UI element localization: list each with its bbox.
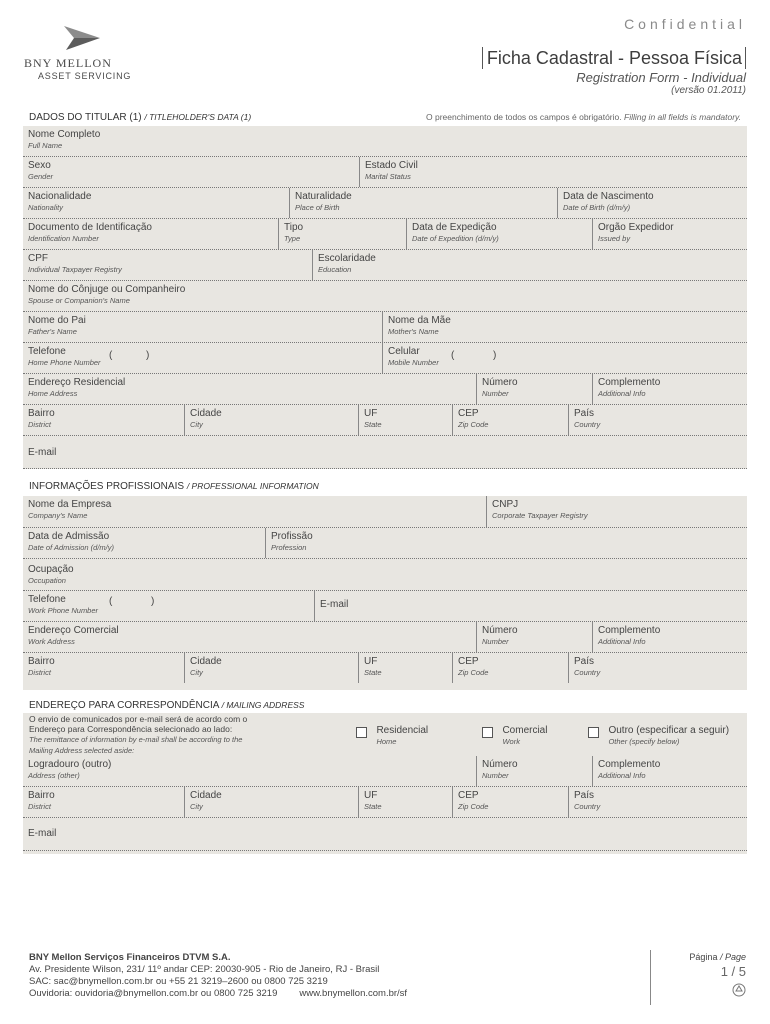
area-code-open-paren: ( (109, 350, 113, 361)
place-of-birth-label-en: Place of Birth (295, 203, 340, 212)
mailing-district-label: Bairro (28, 790, 55, 801)
spouse-name-field[interactable] (23, 281, 747, 311)
row-bairro (23, 405, 747, 436)
row-work-address (23, 622, 747, 653)
section-mailing-title-en: / MAILING ADDRESS (221, 700, 305, 710)
place-of-birth-field[interactable] (289, 188, 557, 218)
work-state-label-en: State (364, 668, 382, 677)
form-title-block (482, 47, 746, 96)
mailing-city-label-en: City (190, 802, 203, 811)
work-email-label: E-mail (320, 599, 349, 610)
work-area-code-close-paren: ) (151, 596, 155, 607)
mailing-intro (29, 714, 247, 756)
home-zip-label: CEP (458, 408, 479, 419)
cpf-label-en: Individual Taxpayer Registry (28, 265, 122, 274)
section-mailing-heading (29, 700, 304, 711)
work-city-field[interactable] (184, 653, 358, 683)
education-label: Escolaridade (318, 253, 376, 264)
bny-mellon-logo (24, 24, 134, 81)
residential-label-en: Home (376, 737, 397, 746)
document-type-field[interactable] (278, 219, 406, 249)
profession-label-en: Profession (271, 543, 307, 552)
row-documento (23, 219, 747, 250)
work-number-field[interactable] (476, 622, 592, 652)
home-phone-label: Telefone (28, 346, 66, 357)
admission-date-label: Data de Admissão (28, 531, 110, 542)
footer-address: Av. Presidente Wilson, 231/ 11º andar CEP: 20030-905 - Rio de Janeiro, RJ - Brasil (29, 964, 380, 975)
work-address-label-en: Work Address (28, 637, 75, 646)
row-cpf (23, 250, 747, 281)
marital-status-label: Estado Civil (365, 160, 418, 171)
work-district-label: Bairro (28, 656, 55, 667)
date-of-birth-field[interactable] (557, 188, 747, 218)
residential-label: Residencial (376, 725, 429, 736)
mailing-number-label: Número (482, 759, 518, 770)
section-titular-title-en: / TITLEHOLDER'S DATA (1) (144, 112, 252, 122)
mailing-state-field[interactable] (358, 787, 452, 817)
education-label-en: Education (318, 265, 352, 274)
mobile-phone-label-en: Mobile Number (388, 358, 439, 367)
option-other[interactable] (588, 725, 729, 747)
other-label: Outro (especificar a seguir) (608, 725, 730, 736)
mailing-email-label: E-mail (28, 828, 57, 839)
footer-company: BNY Mellon Serviços Financeiros DTVM S.A. (29, 952, 231, 963)
row-telefone (23, 343, 747, 374)
full-name-label: Nome Completo (28, 129, 101, 140)
home-city-label: Cidade (190, 408, 222, 419)
home-state-label: UF (364, 408, 378, 419)
spouse-name-label-en: Spouse or Companion's Name (28, 296, 130, 305)
mailing-number-field[interactable] (476, 756, 592, 786)
work-zip-label-en: Zip Code (458, 668, 489, 677)
mailing-zip-field[interactable] (452, 787, 568, 817)
mailing-intro-line2: Endereço para Correspondência selecionado ao lado: (29, 724, 233, 734)
footer-site-link[interactable]: www.bnymellon.com.br/sf (299, 988, 408, 999)
cpf-field[interactable] (23, 250, 312, 280)
home-address-label: Endereço Residencial (28, 377, 126, 388)
commercial-checkbox[interactable] (482, 727, 493, 738)
mailing-email-field[interactable] (23, 818, 747, 850)
work-complement-label-en: Additional Info (598, 637, 646, 646)
mailing-number-label-en: Number (482, 771, 509, 780)
mobile-phone-field[interactable] (382, 343, 747, 373)
gender-label: Sexo (28, 160, 51, 171)
mailing-country-field[interactable] (568, 787, 747, 817)
home-address-label-en: Home Address (28, 389, 78, 398)
option-commercial[interactable] (482, 725, 547, 747)
work-state-label: UF (364, 656, 378, 667)
admission-date-label-en: Date of Admission (d/m/y) (28, 543, 114, 552)
nationality-label: Nacionalidade (28, 191, 92, 202)
home-email-field[interactable] (23, 436, 747, 468)
section-mailing-title: ENDEREÇO PARA CORRESPONDÊNCIA (29, 700, 219, 711)
home-number-field[interactable] (476, 374, 592, 404)
work-city-label: Cidade (190, 656, 222, 667)
page-label: Página (689, 952, 718, 962)
mailing-country-label: País (574, 790, 595, 801)
page-indicator (689, 952, 746, 999)
father-name-label: Nome do Pai (28, 315, 86, 326)
issued-by-label-en: Issued by (598, 234, 631, 243)
expedition-date-label-en: Date of Expedition (d/m/y) (412, 234, 499, 243)
cnpj-label: CNPJ (492, 499, 519, 510)
home-state-field[interactable] (358, 405, 452, 435)
company-name-label: Nome da Empresa (28, 499, 112, 510)
mobile-phone-label: Celular (388, 346, 420, 357)
document-type-label: Tipo (284, 222, 304, 233)
row-empresa (23, 496, 747, 528)
full-name-label-en: Full Name (28, 141, 63, 150)
work-complement-label: Complemento (598, 625, 661, 636)
residential-checkbox[interactable] (356, 727, 367, 738)
nationality-field[interactable] (23, 188, 289, 218)
work-zip-field[interactable] (452, 653, 568, 683)
titular-panel (23, 126, 747, 469)
spouse-name-label: Nome do Cônjuge ou Companheiro (28, 284, 186, 295)
section-professional-heading (29, 481, 319, 492)
education-field[interactable] (312, 250, 747, 280)
home-country-field[interactable] (568, 405, 747, 435)
row-conjuge (23, 281, 747, 312)
home-zip-label-en: Zip Code (458, 420, 489, 429)
row-work-phone (23, 591, 747, 622)
mailing-complement-field[interactable] (592, 756, 747, 786)
father-name-label-en: Father's Name (28, 327, 77, 336)
row-mailing-email (23, 818, 747, 851)
other-label-en: Other (specify below) (608, 737, 680, 746)
mailing-district-label-en: District (28, 802, 51, 811)
logo-subtitle: ASSET SERVICING (38, 71, 132, 81)
identification-label-en: Identification Number (28, 234, 99, 243)
section-titular-title: DADOS DO TITULAR (1) (29, 112, 142, 123)
mailing-address-label: Logradouro (outro) (28, 759, 112, 770)
cnpj-label-en: Corporate Taxpayer Registry (492, 511, 588, 520)
form-title: Ficha Cadastral - Pessoa Física (482, 47, 746, 69)
home-state-label-en: State (364, 420, 382, 429)
occupation-field[interactable] (23, 559, 747, 590)
confidential-label: Confidential (624, 16, 746, 32)
mailing-complement-label-en: Additional Info (598, 771, 646, 780)
expedition-date-label: Data de Expedição (412, 222, 497, 233)
profession-label: Profissão (271, 531, 313, 542)
marital-status-label-en: Marital Status (365, 172, 411, 181)
occupation-label-en: Occupation (28, 576, 66, 585)
mailing-city-field[interactable] (184, 787, 358, 817)
mailing-country-label-en: Country (574, 802, 601, 811)
mailing-intro-en-line2: Mailing Address selected aside: (29, 746, 135, 755)
mailing-zip-label-en: Zip Code (458, 802, 489, 811)
mandatory-note-pt: O preenchimento de todos os campos é obrigatório. (426, 112, 622, 122)
mailing-address-label-en: Address (other) (28, 771, 80, 780)
footer-contact (29, 952, 407, 1000)
work-address-field[interactable] (23, 622, 476, 652)
father-name-field[interactable] (23, 312, 382, 342)
home-district-field[interactable] (23, 405, 184, 435)
work-state-field[interactable] (358, 653, 452, 683)
issued-by-field[interactable] (592, 219, 747, 249)
work-address-label: Endereço Comercial (28, 625, 119, 636)
date-of-birth-label-en: Date of Birth (d/m/y) (563, 203, 631, 212)
home-complement-label: Complemento (598, 377, 661, 388)
section-professional-title-en: / PROFESSIONAL INFORMATION (186, 481, 319, 491)
work-district-label-en: District (28, 668, 51, 677)
home-number-label: Número (482, 377, 518, 388)
logo-name: BNY MELLON (24, 56, 112, 70)
mailing-zip-label: CEP (458, 790, 479, 801)
recycle-icon (732, 983, 746, 997)
home-district-label-en: District (28, 420, 51, 429)
row-mailing-district (23, 787, 747, 818)
occupation-label: Ocupação (28, 564, 74, 575)
row-ocupacao (23, 559, 747, 591)
home-email-label: E-mail (28, 447, 57, 458)
footer-sac: SAC: sac@bnymellon.com.br ou +55 21 3219–2600 ou 0800 725 3219 (29, 976, 328, 987)
footer-divider (650, 950, 651, 1005)
commercial-label: Comercial (502, 725, 548, 736)
work-complement-field[interactable] (592, 622, 747, 652)
row-pais (23, 312, 747, 343)
work-country-label-en: Country (574, 668, 601, 677)
home-number-label-en: Number (482, 389, 509, 398)
section-professional-title: INFORMAÇÕES PROFISSIONAIS (29, 481, 185, 492)
other-checkbox[interactable] (588, 727, 599, 738)
cpf-label: CPF (28, 253, 48, 264)
logo-mark-icon (62, 24, 102, 52)
home-complement-label-en: Additional Info (598, 389, 646, 398)
cnpj-field[interactable] (486, 496, 747, 527)
page-number: 1 / 5 (720, 964, 746, 979)
mobile-area-code-open-paren: ( (451, 350, 455, 361)
nationality-label-en: Nationality (28, 203, 64, 212)
home-country-label-en: Country (574, 420, 601, 429)
row-nome (23, 126, 747, 157)
mother-name-field[interactable] (382, 312, 747, 342)
work-email-field[interactable] (314, 591, 747, 621)
area-code-close-paren: ) (146, 350, 150, 361)
mailing-intro-line1: O envio de comunicados por e-mail será de acordo com o (29, 714, 248, 724)
issued-by-label: Orgão Expedidor (598, 222, 674, 233)
company-name-label-en: Company's Name (28, 511, 88, 520)
mailing-panel (23, 713, 747, 854)
home-address-field[interactable] (23, 374, 476, 404)
gender-field[interactable] (23, 157, 359, 187)
date-of-birth-label: Data de Nascimento (563, 191, 654, 202)
mother-name-label-en: Mother's Name (388, 327, 439, 336)
form-subtitle: Registration Form - Individual (576, 70, 746, 85)
row-endereco (23, 374, 747, 405)
row-sexo (23, 157, 747, 188)
work-country-label: País (574, 656, 595, 667)
mandatory-note (426, 112, 741, 122)
section-titular-heading (29, 112, 251, 123)
row-email (23, 436, 747, 469)
work-phone-field[interactable] (23, 591, 314, 621)
footer-ouvidoria: Ouvidoria: ouvidoria@bnymellon.com.br ou 0800 725 3219 (29, 988, 278, 999)
gender-label-en: Gender (28, 172, 54, 181)
identification-label: Documento de Identificação (28, 222, 152, 233)
row-admissao (23, 528, 747, 559)
expedition-date-field[interactable] (406, 219, 592, 249)
work-zip-label: CEP (458, 656, 479, 667)
work-phone-label: Telefone (28, 594, 66, 605)
home-phone-label-en: Home Phone Number (28, 358, 101, 367)
work-city-label-en: City (190, 668, 203, 677)
mailing-district-field[interactable] (23, 787, 184, 817)
row-nacionalidade (23, 188, 747, 219)
full-name-field[interactable] (23, 126, 747, 156)
commercial-label-en: Work (502, 737, 520, 746)
work-phone-label-en: Work Phone Number (28, 606, 99, 615)
mailing-city-label: Cidade (190, 790, 222, 801)
professional-panel (23, 496, 747, 690)
page-label-en: / Page (719, 952, 746, 962)
company-name-field[interactable] (23, 496, 486, 527)
option-residential[interactable] (356, 725, 428, 747)
mandatory-note-en: Filling in all fields is mandatory. (624, 112, 741, 122)
mother-name-label: Nome da Mãe (388, 315, 451, 326)
work-country-field[interactable] (568, 653, 747, 683)
admission-date-field[interactable] (23, 528, 265, 558)
work-area-code-open-paren: ( (109, 596, 113, 607)
row-mailing-address (23, 756, 747, 787)
home-city-label-en: City (190, 420, 203, 429)
home-zip-field[interactable] (452, 405, 568, 435)
work-number-label: Número (482, 625, 518, 636)
work-number-label-en: Number (482, 637, 509, 646)
identification-field[interactable] (23, 219, 278, 249)
home-phone-field[interactable] (23, 343, 382, 373)
row-mailing-choice (23, 713, 747, 755)
work-district-field[interactable] (23, 653, 184, 683)
home-country-label: País (574, 408, 595, 419)
form-version: (versão 01.2011) (671, 85, 746, 96)
mailing-state-label-en: State (364, 802, 382, 811)
mobile-area-code-close-paren: ) (493, 350, 497, 361)
row-work-district (23, 653, 747, 683)
profession-field[interactable] (265, 528, 747, 558)
place-of-birth-label: Naturalidade (295, 191, 352, 202)
mailing-intro-en-line1: The remittance of information by e-mail shall be according to the (29, 735, 243, 744)
mailing-address-field[interactable] (23, 756, 476, 786)
marital-status-field[interactable] (359, 157, 747, 187)
home-city-field[interactable] (184, 405, 358, 435)
mailing-state-label: UF (364, 790, 378, 801)
home-district-label: Bairro (28, 408, 55, 419)
mailing-complement-label: Complemento (598, 759, 661, 770)
document-type-label-en: Type (284, 234, 301, 243)
home-complement-field[interactable] (592, 374, 747, 404)
